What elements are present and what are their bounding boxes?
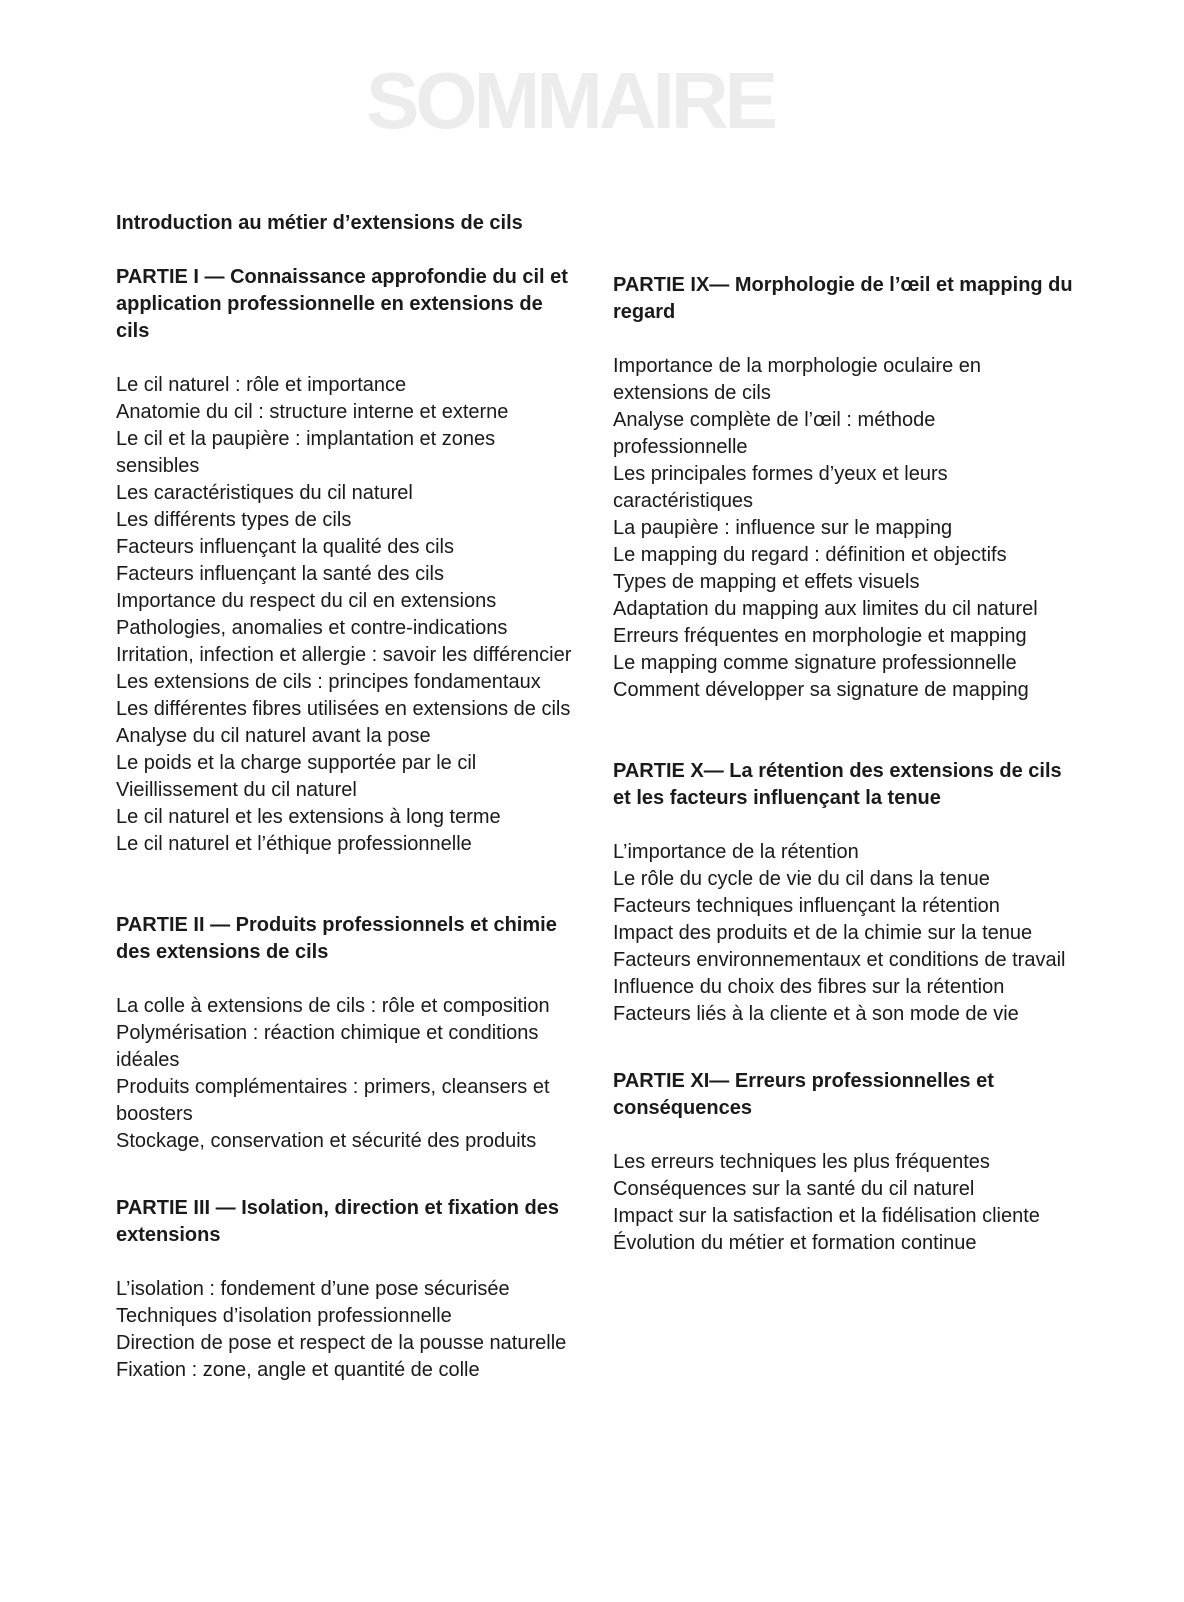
right-column bbox=[613, 272, 1073, 1257]
toc-item: Les différents types de cils bbox=[116, 509, 352, 531]
toc-item: Facteurs liés à la cliente et à son mode de vie bbox=[613, 1003, 1019, 1025]
section-heading: PARTIE XI— Erreurs professionnelles et conséquences bbox=[613, 1070, 994, 1119]
toc-item: Erreurs fréquentes en morphologie et mapping bbox=[613, 625, 1027, 647]
section-partie-ii bbox=[116, 912, 576, 1155]
toc-item: Le cil et la paupière : implantation et zones sensibles bbox=[116, 428, 496, 477]
section-item-list bbox=[613, 353, 1073, 704]
toc-item: La colle à extensions de cils : rôle et composition bbox=[116, 995, 550, 1017]
toc-item: Anatomie du cil : structure interne et externe bbox=[116, 401, 509, 423]
section-item-list bbox=[613, 839, 1073, 1028]
toc-item: Pathologies, anomalies et contre-indications bbox=[116, 617, 508, 639]
toc-item: Les extensions de cils : principes fondamentaux bbox=[116, 671, 541, 693]
toc-item: Les principales formes d’yeux et leurs caractéristiques bbox=[613, 463, 948, 512]
section-item-list bbox=[613, 1149, 1073, 1257]
toc-item: Types de mapping et effets visuels bbox=[613, 571, 920, 593]
toc-item: Influence du choix des fibres sur la rétention bbox=[613, 976, 1005, 998]
toc-item: Produits complémentaires : primers, cleansers et boosters bbox=[116, 1076, 550, 1125]
toc-item: Vieillissement du cil naturel bbox=[116, 779, 357, 801]
section-heading: PARTIE III — Isolation, direction et fixation des extensions bbox=[116, 1197, 560, 1246]
toc-item: Le mapping comme signature professionnelle bbox=[613, 652, 1017, 674]
toc-item: Adaptation du mapping aux limites du cil naturel bbox=[613, 598, 1038, 620]
toc-item: Évolution du métier et formation continue bbox=[613, 1232, 977, 1254]
section-heading: PARTIE X— La rétention des extensions de cils et les facteurs influençant la tenue bbox=[613, 760, 1062, 809]
section-heading: PARTIE I — Connaissance approfondie du cil et application professionnelle en extensions de cils bbox=[116, 266, 568, 342]
toc-item: Analyse complète de l’œil : méthode professionnelle bbox=[613, 409, 936, 458]
toc-item: Importance de la morphologie oculaire en extensions de cils bbox=[613, 355, 981, 404]
toc-item: La paupière : influence sur le mapping bbox=[613, 517, 953, 539]
toc-item: Polymérisation : réaction chimique et conditions idéales bbox=[116, 1022, 539, 1071]
toc-item: Impact des produits et de la chimie sur la tenue bbox=[613, 922, 1033, 944]
toc-item: Le cil naturel et l’éthique professionnelle bbox=[116, 833, 472, 855]
toc-item: Irritation, infection et allergie : savoir les différencier bbox=[116, 644, 572, 666]
toc-item: Facteurs techniques influençant la rétention bbox=[613, 895, 1000, 917]
toc-item: L’isolation : fondement d’une pose sécurisée bbox=[116, 1278, 510, 1300]
intro-heading: Introduction au métier d’extensions de cils bbox=[116, 212, 523, 234]
toc-item: Facteurs environnementaux et conditions de travail bbox=[613, 949, 1066, 971]
section-item-list bbox=[116, 1276, 576, 1384]
toc-item: Le rôle du cycle de vie du cil dans la tenue bbox=[613, 868, 990, 890]
toc-item: Les caractéristiques du cil naturel bbox=[116, 482, 413, 504]
toc-item: Le mapping du regard : définition et objectifs bbox=[613, 544, 1007, 566]
section-partie-x bbox=[613, 758, 1073, 1028]
toc-item: L’importance de la rétention bbox=[613, 841, 859, 863]
section-partie-i bbox=[116, 264, 576, 858]
section-partie-xi bbox=[613, 1068, 1073, 1257]
toc-item: Facteurs influençant la qualité des cils bbox=[116, 536, 454, 558]
toc-item: Importance du respect du cil en extensions bbox=[116, 590, 497, 612]
toc-item: Le poids et la charge supportée par le cil bbox=[116, 752, 477, 774]
toc-item: Conséquences sur la santé du cil naturel bbox=[613, 1178, 975, 1200]
toc-item: Direction de pose et respect de la pousse naturelle bbox=[116, 1332, 567, 1354]
left-column bbox=[116, 210, 576, 1384]
toc-item: Fixation : zone, angle et quantité de colle bbox=[116, 1359, 480, 1381]
section-heading: PARTIE IX— Morphologie de l’œil et mapping du regard bbox=[613, 274, 1073, 323]
toc-item: Le cil naturel : rôle et importance bbox=[116, 374, 407, 396]
section-heading: PARTIE II — Produits professionnels et chimie des extensions de cils bbox=[116, 914, 557, 963]
toc-item: Stockage, conservation et sécurité des produits bbox=[116, 1130, 537, 1152]
toc-item: Les différentes fibres utilisées en extensions de cils bbox=[116, 698, 571, 720]
section-partie-ix bbox=[613, 272, 1073, 704]
toc-item: Le cil naturel et les extensions à long terme bbox=[116, 806, 501, 828]
section-item-list bbox=[116, 372, 576, 858]
page-title: SOMMAIRE bbox=[366, 56, 774, 145]
toc-item: Comment développer sa signature de mapping bbox=[613, 679, 1029, 701]
section-item-list bbox=[116, 993, 576, 1155]
section-partie-iii bbox=[116, 1195, 576, 1384]
toc-item: Analyse du cil naturel avant la pose bbox=[116, 725, 431, 747]
toc-item: Impact sur la satisfaction et la fidélisation cliente bbox=[613, 1205, 1040, 1227]
toc-item: Facteurs influençant la santé des cils bbox=[116, 563, 444, 585]
toc-item: Les erreurs techniques les plus fréquentes bbox=[613, 1151, 990, 1173]
toc-item: Techniques d’isolation professionnelle bbox=[116, 1305, 452, 1327]
